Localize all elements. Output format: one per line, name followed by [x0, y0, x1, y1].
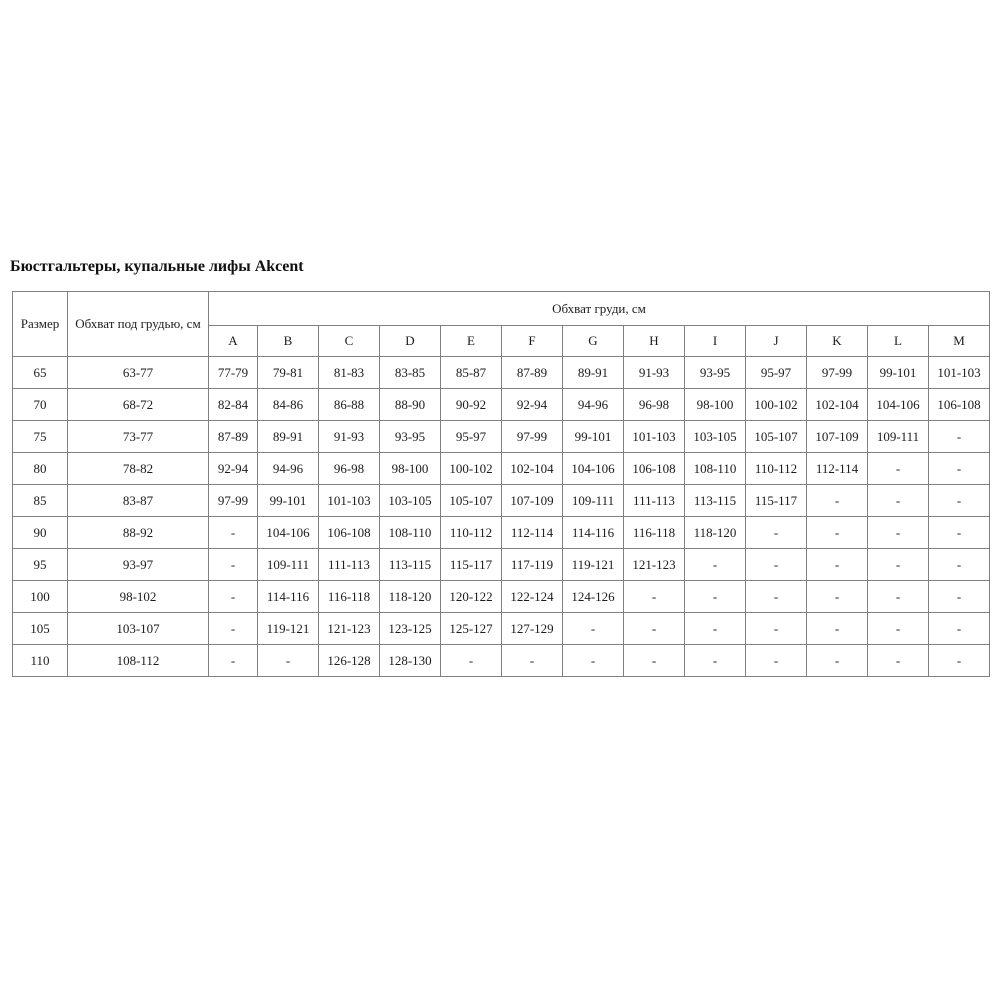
underbust-cell: 93-97: [68, 549, 209, 581]
underbust-cell: 98-102: [68, 581, 209, 613]
table-row: [13, 421, 990, 453]
bust-range-cell: 106-108: [929, 389, 990, 421]
bust-range-cell: -: [746, 581, 807, 613]
bust-range-cell: -: [868, 485, 929, 517]
bust-range-cell: 92-94: [209, 453, 258, 485]
bust-range-cell: 97-99: [502, 421, 563, 453]
bust-range-cell: -: [807, 549, 868, 581]
bust-range-cell: 118-120: [380, 581, 441, 613]
bust-range-cell: -: [209, 645, 258, 677]
bust-range-cell: 103-105: [380, 485, 441, 517]
col-header-cup-l: L: [868, 326, 929, 357]
bust-range-cell: -: [807, 485, 868, 517]
col-header-bust-group: Обхват груди, см: [209, 292, 990, 326]
underbust-cell: 68-72: [68, 389, 209, 421]
table-row: [13, 453, 990, 485]
table-row: [13, 485, 990, 517]
bust-range-cell: 127-129: [502, 613, 563, 645]
bust-range-cell: 95-97: [746, 357, 807, 389]
col-header-cup-j: J: [746, 326, 807, 357]
bust-range-cell: -: [563, 613, 624, 645]
bust-range-cell: 128-130: [380, 645, 441, 677]
bust-range-cell: 118-120: [685, 517, 746, 549]
bust-range-cell: 82-84: [209, 389, 258, 421]
bust-range-cell: -: [563, 645, 624, 677]
bust-range-cell: 91-93: [624, 357, 685, 389]
bust-range-cell: 98-100: [685, 389, 746, 421]
bust-range-cell: 115-117: [441, 549, 502, 581]
bust-range-cell: 111-113: [319, 549, 380, 581]
bust-range-cell: -: [807, 645, 868, 677]
bust-range-cell: 119-121: [563, 549, 624, 581]
bust-range-cell: 110-112: [746, 453, 807, 485]
bust-range-cell: 112-114: [807, 453, 868, 485]
size-cell: 105: [13, 613, 68, 645]
bust-range-cell: 121-123: [624, 549, 685, 581]
bust-range-cell: -: [209, 613, 258, 645]
table-row: [13, 357, 990, 389]
bust-range-cell: 102-104: [807, 389, 868, 421]
bust-range-cell: -: [746, 517, 807, 549]
col-header-cup-b: B: [258, 326, 319, 357]
bust-range-cell: -: [209, 581, 258, 613]
bust-range-cell: 85-87: [441, 357, 502, 389]
bust-range-cell: 101-103: [929, 357, 990, 389]
bust-range-cell: -: [929, 485, 990, 517]
bust-range-cell: 99-101: [563, 421, 624, 453]
bust-range-cell: 120-122: [441, 581, 502, 613]
col-header-cup-g: G: [563, 326, 624, 357]
bust-range-cell: -: [929, 453, 990, 485]
bust-range-cell: 121-123: [319, 613, 380, 645]
bust-range-cell: -: [868, 453, 929, 485]
size-cell: 90: [13, 517, 68, 549]
table-row: [13, 389, 990, 421]
bust-range-cell: -: [209, 517, 258, 549]
size-cell: 80: [13, 453, 68, 485]
col-header-cup-k: K: [807, 326, 868, 357]
col-header-cup-d: D: [380, 326, 441, 357]
bust-range-cell: -: [685, 549, 746, 581]
size-cell: 65: [13, 357, 68, 389]
underbust-cell: 103-107: [68, 613, 209, 645]
size-cell: 85: [13, 485, 68, 517]
page-title: Бюстгальтеры, купальные лифы Akcent: [10, 258, 304, 275]
bust-range-cell: 114-116: [563, 517, 624, 549]
size-cell: 110: [13, 645, 68, 677]
bust-range-cell: 103-105: [685, 421, 746, 453]
bust-range-cell: 96-98: [624, 389, 685, 421]
bust-range-cell: -: [868, 613, 929, 645]
bust-range-cell: -: [685, 645, 746, 677]
table-row: [13, 517, 990, 549]
header-row-top: [13, 292, 990, 326]
bust-range-cell: 94-96: [258, 453, 319, 485]
bust-range-cell: 81-83: [319, 357, 380, 389]
size-cell: 70: [13, 389, 68, 421]
bust-range-cell: 96-98: [319, 453, 380, 485]
bust-range-cell: -: [746, 549, 807, 581]
bust-range-cell: 99-101: [868, 357, 929, 389]
table-row: [13, 581, 990, 613]
col-header-cup-h: H: [624, 326, 685, 357]
bust-range-cell: 87-89: [209, 421, 258, 453]
bust-range-cell: 95-97: [441, 421, 502, 453]
bust-range-cell: -: [624, 613, 685, 645]
col-header-cup-i: I: [685, 326, 746, 357]
bust-range-cell: 97-99: [209, 485, 258, 517]
bust-range-cell: 110-112: [441, 517, 502, 549]
col-header-underbust: Обхват под грудью, см: [68, 292, 209, 357]
bust-range-cell: -: [929, 517, 990, 549]
table-row: [13, 645, 990, 677]
bust-range-cell: 93-95: [380, 421, 441, 453]
bust-range-cell: 101-103: [319, 485, 380, 517]
bust-range-cell: -: [929, 645, 990, 677]
col-header-size: Размер: [13, 292, 68, 357]
bust-range-cell: 124-126: [563, 581, 624, 613]
bust-range-cell: 100-102: [441, 453, 502, 485]
bust-range-cell: 99-101: [258, 485, 319, 517]
bust-range-cell: 109-111: [258, 549, 319, 581]
bust-range-cell: 107-109: [807, 421, 868, 453]
bust-range-cell: 111-113: [624, 485, 685, 517]
bust-range-cell: -: [685, 581, 746, 613]
bust-range-cell: 79-81: [258, 357, 319, 389]
bust-range-cell: -: [746, 645, 807, 677]
bust-range-cell: 77-79: [209, 357, 258, 389]
underbust-cell: 108-112: [68, 645, 209, 677]
table-row: [13, 549, 990, 581]
bust-range-cell: -: [929, 549, 990, 581]
underbust-cell: 78-82: [68, 453, 209, 485]
bust-range-cell: 101-103: [624, 421, 685, 453]
bust-range-cell: 119-121: [258, 613, 319, 645]
table-row: [13, 613, 990, 645]
bust-range-cell: 104-106: [563, 453, 624, 485]
bust-range-cell: 116-118: [624, 517, 685, 549]
underbust-cell: 83-87: [68, 485, 209, 517]
col-header-cup-c: C: [319, 326, 380, 357]
size-cell: 75: [13, 421, 68, 453]
size-cell: 95: [13, 549, 68, 581]
bust-range-cell: 89-91: [258, 421, 319, 453]
underbust-cell: 63-77: [68, 357, 209, 389]
bust-range-cell: 90-92: [441, 389, 502, 421]
bust-range-cell: -: [929, 421, 990, 453]
bust-range-cell: 89-91: [563, 357, 624, 389]
bust-range-cell: 88-90: [380, 389, 441, 421]
page-content: [10, 257, 990, 677]
bust-range-cell: 100-102: [746, 389, 807, 421]
bust-range-cell: 108-110: [685, 453, 746, 485]
col-header-cup-f: F: [502, 326, 563, 357]
col-header-cup-a: A: [209, 326, 258, 357]
bust-range-cell: 94-96: [563, 389, 624, 421]
bust-range-cell: -: [929, 581, 990, 613]
bust-range-cell: 92-94: [502, 389, 563, 421]
col-header-cup-e: E: [441, 326, 502, 357]
bust-range-cell: 116-118: [319, 581, 380, 613]
bust-range-cell: -: [258, 645, 319, 677]
bust-range-cell: 84-86: [258, 389, 319, 421]
bust-range-cell: -: [868, 581, 929, 613]
bust-range-cell: -: [807, 613, 868, 645]
bust-range-cell: 104-106: [868, 389, 929, 421]
bust-range-cell: -: [929, 613, 990, 645]
bust-range-cell: 104-106: [258, 517, 319, 549]
bust-range-cell: -: [441, 645, 502, 677]
bust-range-cell: -: [868, 549, 929, 581]
bust-range-cell: -: [624, 645, 685, 677]
bust-range-cell: 87-89: [502, 357, 563, 389]
bust-range-cell: 91-93: [319, 421, 380, 453]
bust-range-cell: 93-95: [685, 357, 746, 389]
bust-range-cell: 106-108: [624, 453, 685, 485]
size-chart-table: [12, 291, 990, 677]
bust-range-cell: 102-104: [502, 453, 563, 485]
bust-range-cell: -: [209, 549, 258, 581]
bust-range-cell: 105-107: [746, 421, 807, 453]
bust-range-cell: 105-107: [441, 485, 502, 517]
bust-range-cell: 115-117: [746, 485, 807, 517]
bust-range-cell: 86-88: [319, 389, 380, 421]
underbust-cell: 88-92: [68, 517, 209, 549]
bust-range-cell: 112-114: [502, 517, 563, 549]
underbust-cell: 73-77: [68, 421, 209, 453]
bust-range-cell: 108-110: [380, 517, 441, 549]
size-cell: 100: [13, 581, 68, 613]
bust-range-cell: 106-108: [319, 517, 380, 549]
bust-range-cell: -: [746, 613, 807, 645]
bust-range-cell: 113-115: [685, 485, 746, 517]
bust-range-cell: 109-111: [563, 485, 624, 517]
bust-range-cell: -: [502, 645, 563, 677]
bust-range-cell: -: [868, 517, 929, 549]
col-header-cup-m: M: [929, 326, 990, 357]
bust-range-cell: 109-111: [868, 421, 929, 453]
bust-range-cell: -: [807, 581, 868, 613]
bust-range-cell: 125-127: [441, 613, 502, 645]
bust-range-cell: 107-109: [502, 485, 563, 517]
bust-range-cell: 126-128: [319, 645, 380, 677]
bust-range-cell: 83-85: [380, 357, 441, 389]
bust-range-cell: 114-116: [258, 581, 319, 613]
bust-range-cell: -: [868, 645, 929, 677]
bust-range-cell: 123-125: [380, 613, 441, 645]
bust-range-cell: 98-100: [380, 453, 441, 485]
bust-range-cell: -: [685, 613, 746, 645]
bust-range-cell: 117-119: [502, 549, 563, 581]
bust-range-cell: -: [807, 517, 868, 549]
bust-range-cell: 113-115: [380, 549, 441, 581]
bust-range-cell: 97-99: [807, 357, 868, 389]
bust-range-cell: -: [624, 581, 685, 613]
bust-range-cell: 122-124: [502, 581, 563, 613]
